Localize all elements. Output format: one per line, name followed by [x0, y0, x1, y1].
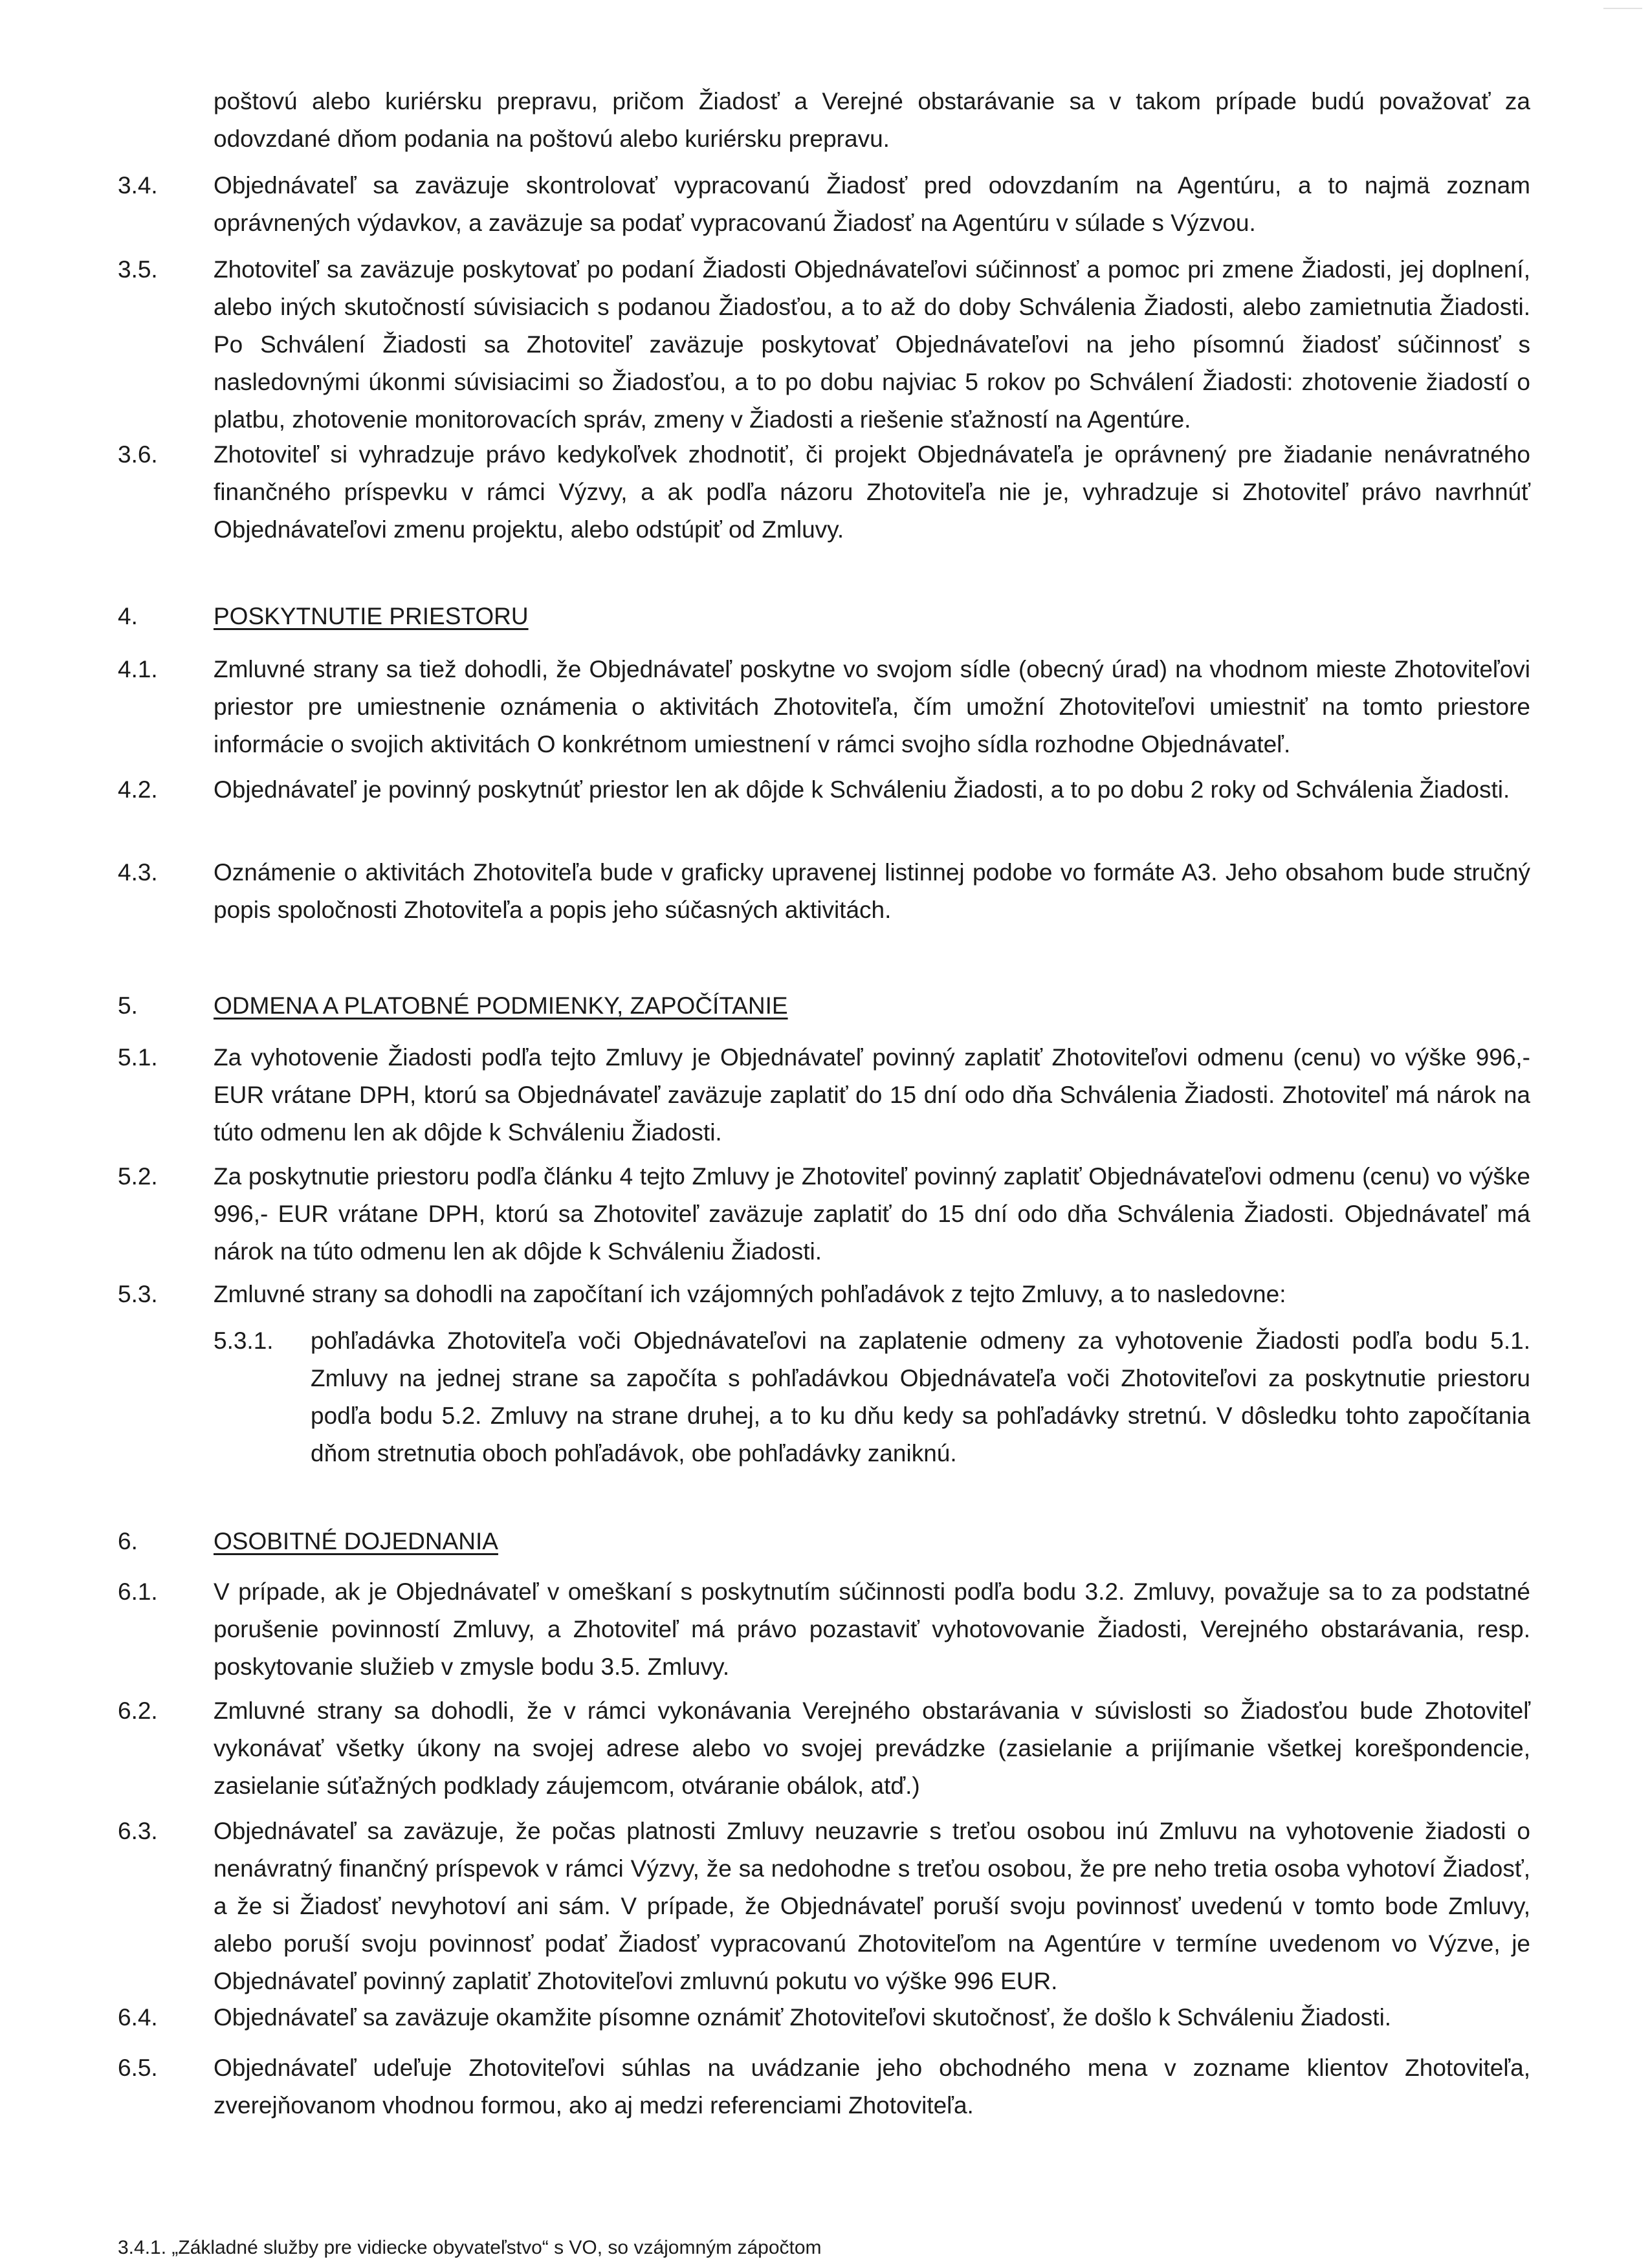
clause-6-3: Objednávateľ sa zaväzuje, že počas platnosti Zmluvy neuzavrie s treťou osobou inú Zmluvu na vyhotovenie žiadosti o nenávratný finančný príspevok v rámci Výzvy, že sa nedohodne s treťou osobou, že pre neho tretia osoba vyhotoví Žiadosť, a že si Žiadosť nevyhotoví ani sám. V prípade, že Objednávateľ poruší svoju povinnosť uvedenú v tomto bode Zmluvy, alebo poruší svoju povinnosť podať Žiadosť vypracovanú Zhotoviteľom na Agentúre v termíne uvedenom vo Výzve, je Objednávateľ povinný zaplatiť Zhotoviteľovi zmluvnú pokutu vo výške 996 EUR. — [214, 1818, 1530, 1994]
section-heading-4: POSKYTNUTIE PRIESTORU — [214, 603, 529, 629]
clause-6-2: Zmluvné strany sa dohodli, že v rámci vykonávania Verejného obstarávania v súvislosti so Žiadosťou bude Zhotoviteľ vykonávať všetky úkony na svojej adrese alebo vo svojej prevádzke (zasielanie a prijímanie všetkej korešpondencie, zasielanie súťažných podklady záujemcom, otváranie obálok, atď.) — [214, 1697, 1530, 1799]
clause-6-4: Objednávateľ sa zaväzuje okamžite písomne oznámiť Zhotoviteľovi skutočnosť, že došlo k Schváleniu Žiadosti. — [214, 2004, 1392, 2031]
clause-number: 5.1. — [118, 1044, 158, 1071]
clause-number: 6.2. — [118, 1697, 158, 1724]
section-number: 4. — [118, 603, 138, 629]
clause-number: 3.4. — [118, 172, 158, 199]
section-number: 5. — [118, 992, 138, 1019]
clause-number: 4.3. — [118, 859, 158, 886]
clause-6-1: V prípade, ak je Objednávateľ v omeškaní s poskytnutím súčinnosti podľa bodu 3.2. Zmluvy, považuje sa to za podstatné porušenie povinností Zmluvy, a Zhotoviteľ má právo pozastaviť vyhotovovanie Žiadosti, Verejného obstarávania, resp. poskytovanie služieb v zmysle bodu 3.5. Zmluvy. — [214, 1578, 1530, 1680]
clause-number: 6.3. — [118, 1818, 158, 1844]
clause-number: 6.5. — [118, 2055, 158, 2081]
section-heading-6: OSOBITNÉ DOJEDNANIA — [214, 1528, 498, 1554]
intro-paragraph: poštovú alebo kuriérsku prepravu, pričom Žiadosť a Verejné obstarávanie sa v takom prípade budú považovať za odovzdané dňom podania na poštovú alebo kuriérsku prepravu. — [214, 88, 1530, 152]
clause-5-2: Za poskytnutie priestoru podľa článku 4 tejto Zmluvy je Zhotoviteľ povinný zaplatiť Objednávateľovi odmenu (cenu) vo výške 996,- EUR vrátane DPH, ktorú sa Zhotoviteľ zaväzuje zaplatiť do 15 dní odo dňa Schválenia Žiadosti. Objednávateľ má nárok na túto odmenu len ak dôjde k Schváleniu Žiadosti. — [214, 1163, 1530, 1265]
clause-4-2: Objednávateľ je povinný poskytnúť priestor len ak dôjde k Schváleniu Žiadosti, a to po dobu 2 roky od Schválenia Žiadosti. — [214, 776, 1510, 803]
scan-edge-mark — [1603, 8, 1642, 9]
clause-number: 3.6. — [118, 441, 158, 468]
subclause-number: 5.3.1. — [214, 1327, 274, 1354]
clause-3-4: Objednávateľ sa zaväzuje skontrolovať vypracovanú Žiadosť pred odovzdaním na Agentúru, a to najmä zoznam oprávnených výdavkov, a zaväzuje sa podať vypracovanú Žiadosť na Agentúru v súlade s Výzvou. — [214, 172, 1530, 236]
clause-6-5: Objednávateľ udeľuje Zhotoviteľovi súhlas na uvádzanie jeho obchodného mena v zozname klientov Zhotoviteľa, zverejňovanom vhodnou formou, ako aj medzi referenciami Zhotoviteľa. — [214, 2055, 1530, 2119]
clause-number: 6.4. — [118, 2004, 158, 2031]
clause-3-6: Zhotoviteľ si vyhradzuje právo kedykoľvek zhodnotiť, či projekt Objednávateľa je oprávnený pre žiadanie nenávratného finančného príspevku v rámci Výzvy, a ak podľa názoru Zhotoviteľa nie je, vyhradzuje si Zhotoviteľ právo navrhnúť Objednávateľovi zmenu projektu, alebo odstúpiť od Zmluvy. — [214, 441, 1530, 543]
clause-4-1: Zmluvné strany sa tiež dohodli, že Objednávateľ poskytne vo svojom sídle (obecný úrad) na vhodnom mieste Zhotoviteľovi priestor pre umiestnenie oznámenia o aktivitách Zhotoviteľa, čím umožní Zhotoviteľovi umiestniť na tomto priestore informácie o svojich aktivitách O konkrétnom umiestnení v rámci svojho sídla rozhodne Objednávateľ. — [214, 656, 1530, 758]
page-footer: 3.4.1. „Základné služby pre vidiecke obyvateľstvo“ s VO, so vzájomným zápočtom — [118, 2237, 822, 2258]
clause-number: 3.5. — [118, 256, 158, 283]
clause-3-5: Zhotoviteľ sa zaväzuje poskytovať po podaní Žiadosti Objednávateľovi súčinnosť a pomoc pri zmene Žiadosti, jej doplnení, alebo iných skutočností súvisiacich s podanou Žiadosťou, a to až do doby Schválenia Žiadosti, alebo zamietnutia Žiadosti. Po Schválení Žiadosti sa Zhotoviteľ zaväzuje poskytovať Objednávateľovi na jeho písomnú žiadosť súčinnosť s nasledovnými úkonmi súvisiacimi so Žiadosťou, a to po dobu najviac 5 rokov po Schválení Žiadosti: zhotovenie žiadostí o platbu, zhotovenie monitorovacích správ, zmeny v Žiadosti a riešenie sťažností na Agentúre. — [214, 256, 1530, 433]
clause-number: 6.1. — [118, 1578, 158, 1605]
clause-5-1: Za vyhotovenie Žiadosti podľa tejto Zmluvy je Objednávateľ povinný zaplatiť Zhotoviteľovi odmenu (cenu) vo výške 996,- EUR vrátane DPH, ktorú sa Objednávateľ zaväzuje zaplatiť do 15 dní odo dňa Schválenia Žiadosti. Zhotoviteľ má nárok na túto odmenu len ak dôjde k Schváleniu Žiadosti. — [214, 1044, 1530, 1146]
clause-4-3: Oznámenie o aktivitách Zhotoviteľa bude v graficky upravenej listinnej podobe vo formáte A3. Jeho obsahom bude stručný popis spoločnosti Zhotoviteľa a popis jeho súčasných aktivitách. — [214, 859, 1530, 923]
clause-number: 4.1. — [118, 656, 158, 682]
clause-number: 5.2. — [118, 1163, 158, 1190]
section-heading-5: ODMENA A PLATOBNÉ PODMIENKY, ZAPOČÍTANIE — [214, 992, 788, 1019]
clause-number: 4.2. — [118, 776, 158, 803]
section-number: 6. — [118, 1528, 138, 1554]
clause-number: 5.3. — [118, 1281, 158, 1307]
clause-5-3-1: pohľadávka Zhotoviteľa voči Objednávateľovi na zaplatenie odmeny za vyhotovenie Žiadosti podľa bodu 5.1. Zmluvy na jednej strane sa započíta s pohľadávkou Objednávateľa voči Zhotoviteľovi za poskytnutie priestoru podľa bodu 5.2. Zmluvy na strane druhej, a to ku dňu kedy sa pohľadávky stretnú. V dôsledku tohto započítania dňom stretnutia oboch pohľadávok, obe pohľadávky zaniknú. — [311, 1327, 1530, 1467]
clause-5-3: Zmluvné strany sa dohodli na započítaní ich vzájomných pohľadávok z tejto Zmluvy, a to nasledovne: — [214, 1281, 1286, 1307]
